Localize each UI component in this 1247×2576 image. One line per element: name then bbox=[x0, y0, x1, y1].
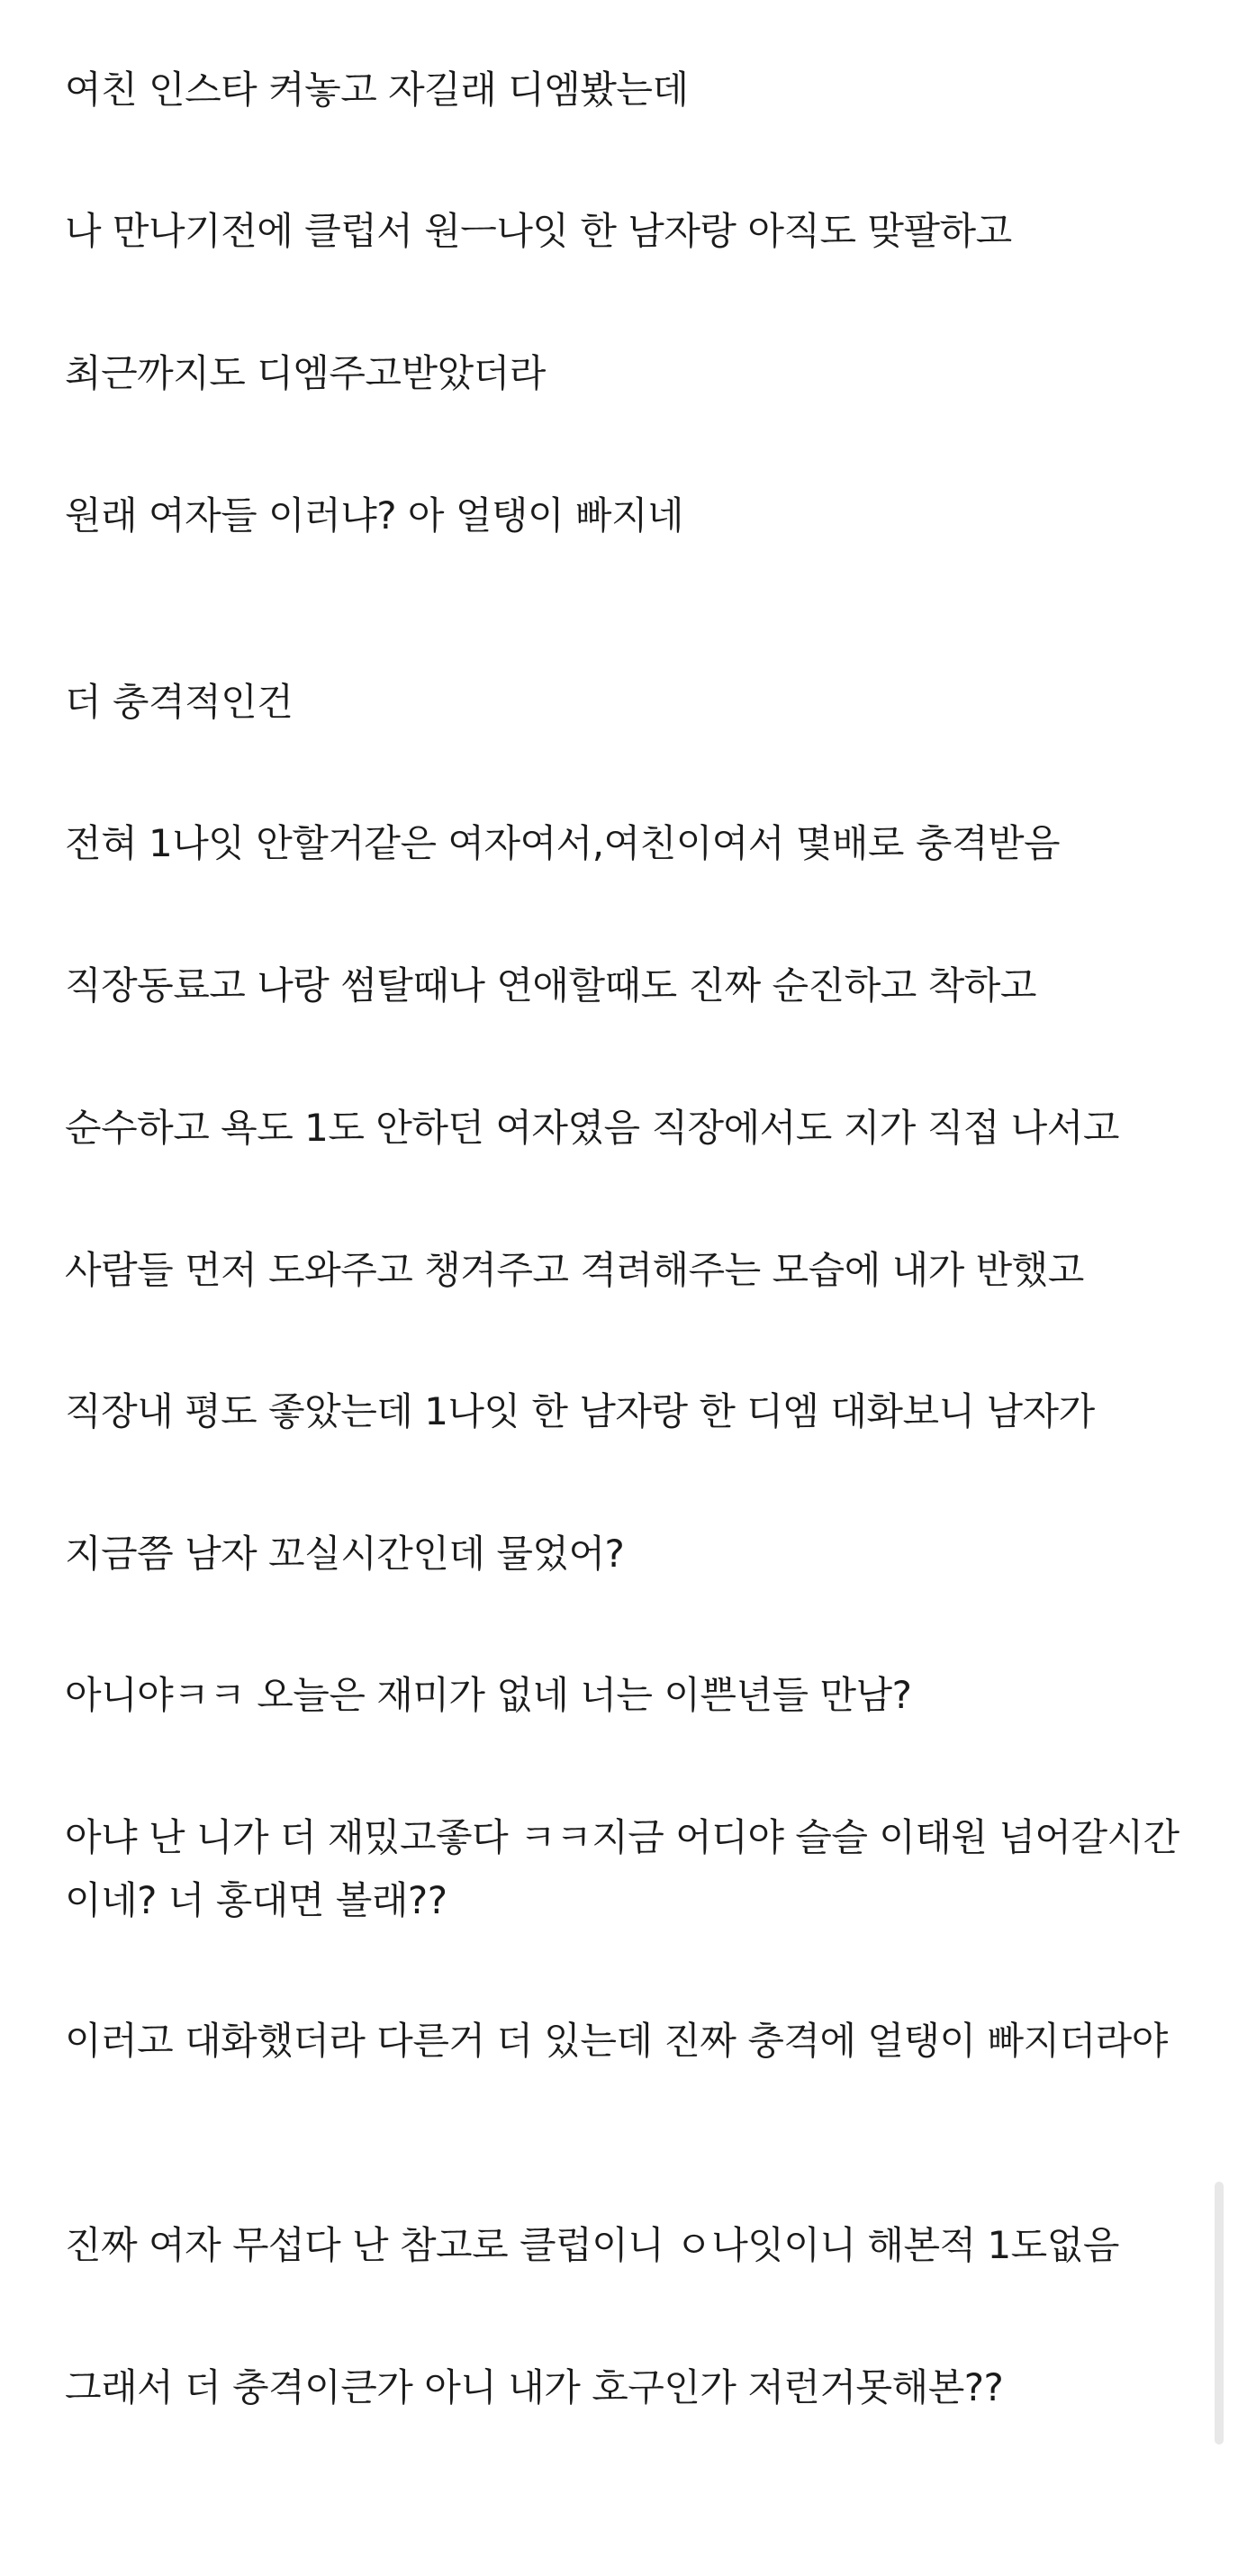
post-line: 지금쯤 남자 꼬실시간인데 물었어? bbox=[65, 1532, 625, 1576]
post-line: 나 만나기전에 클럽서 원ㅡ나잇 한 남자랑 아직도 맞팔하고 bbox=[65, 209, 1012, 253]
post-line: 순수하고 욕도 1도 안하던 여자였음 직장에서도 지가 직접 나서고 bbox=[65, 1106, 1119, 1150]
post-line: 더 충격적인건 bbox=[65, 680, 294, 724]
post-line: 여친 인스타 켜놓고 자길래 디엠봤는데 bbox=[65, 68, 689, 112]
scrollbar[interactable] bbox=[1215, 2182, 1224, 2445]
post-line: 이러고 대화했더라 다른거 더 있는데 진짜 충격에 얼탱이 빠지더라야 bbox=[65, 2019, 1168, 2063]
post-line: 원래 여자들 이러냐? 아 얼탱이 빠지네 bbox=[65, 493, 684, 538]
post-line: 전혀 1나잇 안할거같은 여자여서,여친이여서 몇배로 충격받음 bbox=[65, 821, 1061, 865]
post-line: 아냐 난 니가 더 재밌고좋다 ㅋㅋ지금 어디야 슬슬 이태원 넘어갈시간이네? 너 홍대면 볼래?? bbox=[65, 1815, 1179, 1922]
post-line: 그래서 더 충격이큰가 아니 내가 호구인가 저런거못해본?? bbox=[65, 2365, 1004, 2409]
post-line: 진짜 여자 무섭다 난 참고로 클럽이니 ㅇ나잇이니 해본적 1도없음 bbox=[65, 2223, 1119, 2267]
post-line: 최근까지도 디엠주고받았더라 bbox=[65, 351, 546, 395]
post-line: 사람들 먼저 도와주고 챙겨주고 격려해주는 모습에 내가 반했고 bbox=[65, 1248, 1084, 1292]
post-line: 아니야ㅋㅋ 오늘은 재미가 없네 너는 이쁜년들 만남? bbox=[65, 1673, 912, 1717]
post-line: 직장내 평도 좋았는데 1나잇 한 남자랑 한 디엠 대화보니 남자가 bbox=[65, 1389, 1095, 1433]
post-line: 직장동료고 나랑 썸탈때나 연애할때도 진짜 순진하고 착하고 bbox=[65, 963, 1036, 1008]
